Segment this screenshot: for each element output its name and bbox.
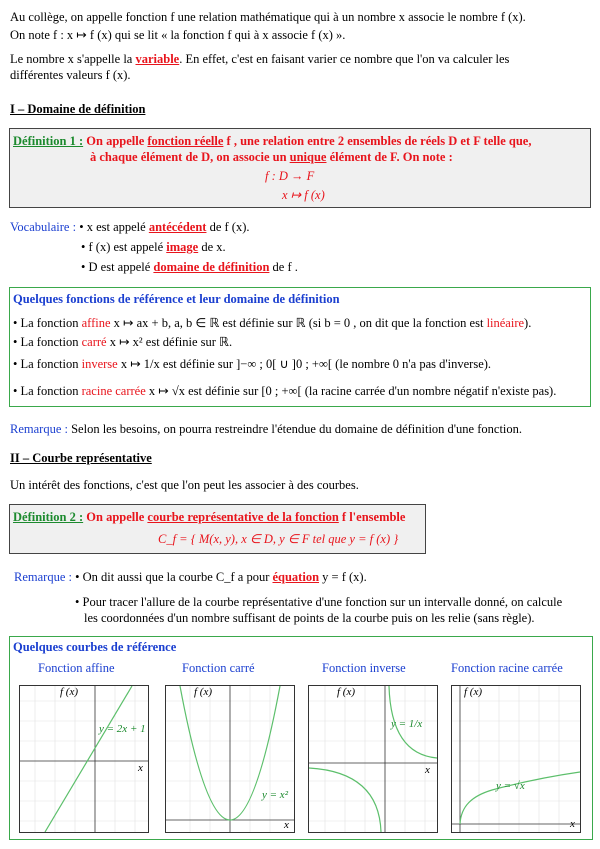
remark-2-label: Remarque : <box>14 570 72 584</box>
variable-term: variable <box>135 52 180 66</box>
curve-title-inverse: Fonction inverse <box>322 661 406 675</box>
intro-line-3: Le nombre x s'appelle la variable. En effet, c'est en faisant varier ce nombre que l'on va calculer les <box>10 52 510 66</box>
graph-affine-eq: y = 2x + 1 <box>99 723 146 735</box>
curve-title-square: Fonction carré <box>182 661 255 675</box>
reference-curves-title: Quelques courbes de référence <box>13 640 177 654</box>
definition-2-box <box>9 504 426 554</box>
vocab-line-2: • f (x) est appelé image de x. <box>81 240 226 254</box>
vocab-line-1: Vocabulaire : • x est appelé antécédent de f (x). <box>10 220 250 234</box>
intro-line-2: On note f : x ↦ f (x) qui se lit « la fonction f qui à x associe f (x) ». <box>10 28 346 42</box>
remark-2-line-3: les coordonnées d'un nombre suffisant de points de la courbe puis on les relie (sans règle). <box>84 611 535 625</box>
graph-sqrt-x: x <box>570 818 575 830</box>
definition-1-line-1: Définition 1 : On appelle fonction réelle f , une relation entre 2 ensembles de réels D et F telle que, <box>13 134 532 148</box>
graph-square-eq: y = x² <box>262 789 288 801</box>
graph-square-x: x <box>284 819 289 831</box>
definition-1-math-1: f : D → F <box>265 169 315 183</box>
graph-sqrt <box>451 685 581 833</box>
intro-line-1: Au collège, on appelle fonction f une relation mathématique qui à un nombre x associe le nombre f (x). <box>10 10 526 24</box>
graph-sqrt-fx: f (x) <box>464 686 483 698</box>
remark-1: Remarque : Selon les besoins, on pourra restreindre l'étendue du domaine de définition d'une fonction. <box>10 422 523 436</box>
reference-square: • La fonction carré x ↦ x² est définie sur ℝ. <box>13 335 233 349</box>
reference-curves-box <box>9 636 593 840</box>
remark-1-label: Remarque : <box>10 422 68 436</box>
graph-affine <box>19 685 149 833</box>
definition-1-box <box>9 128 591 208</box>
curve-title-affine: Fonction affine <box>38 661 115 675</box>
curve-affine <box>45 686 132 832</box>
vocab-label: Vocabulaire : <box>10 220 77 234</box>
graph-inverse-eq: y = 1/x <box>391 718 423 730</box>
reference-functions-box <box>9 287 591 407</box>
definition-1-line-2: à chaque élément de D, on associe un unique élément de F. On note : <box>90 150 453 164</box>
remark-2-line-1: Remarque : • On dit aussi que la courbe C_f a pour équation y = f (x). <box>14 570 367 584</box>
graph-sqrt-eq: y = √x <box>496 780 525 792</box>
definition-2-line-1: Définition 2 : On appelle courbe représentative de la fonction f l'ensemble <box>13 510 406 524</box>
definition-1-label: Définition 1 : <box>13 134 84 148</box>
reference-affine: • La fonction affine x ↦ ax + b, a, b ∈ ℝ est définie sur ℝ (si b = 0 , on dit que la fonction est linéaire). <box>13 316 532 330</box>
section-2-title: II – Courbe représentative <box>10 451 152 465</box>
graph-inverse-x: x <box>425 764 430 776</box>
definition-2-label: Définition 2 : <box>13 510 84 524</box>
vocab-line-3: • D est appelé domaine de définition de f . <box>81 260 298 274</box>
curve-title-sqrt: Fonction racine carrée <box>451 661 563 675</box>
definition-1-math-2: x ↦ f (x) <box>282 188 325 202</box>
reference-functions-title: Quelques fonctions de référence et leur domaine de définition <box>13 292 340 306</box>
graph-square <box>165 685 295 833</box>
graph-affine-x: x <box>138 762 143 774</box>
graph-square-fx: f (x) <box>194 686 213 698</box>
reference-inverse: • La fonction inverse x ↦ 1/x est définie sur ]−∞ ; 0[ ∪ ]0 ; +∞[ (le nombre 0 n'a pas d'inverse). <box>13 357 492 371</box>
graph-inverse <box>308 685 438 833</box>
reference-sqrt: • La fonction racine carrée x ↦ √x est définie sur [0 ; +∞[ (la racine carrée d'un nombre négatif n'existe pas). <box>13 384 557 398</box>
graph-inverse-fx: f (x) <box>337 686 356 698</box>
definition-2-math: C_f = { M(x, y), x ∈ D, y ∈ F tel que y = f (x) } <box>158 532 399 546</box>
remark-2-line-2: • Pour tracer l'allure de la courbe représentative d'une fonction sur un intervalle donné, on calcule <box>75 595 563 609</box>
section-2-intro: Un intérêt des fonctions, c'est que l'on peut les associer à des courbes. <box>10 478 359 492</box>
intro-line-4: différentes valeurs f (x). <box>10 68 131 82</box>
section-1-title: I – Domaine de définition <box>10 102 146 116</box>
graph-affine-fx: f (x) <box>60 686 79 698</box>
